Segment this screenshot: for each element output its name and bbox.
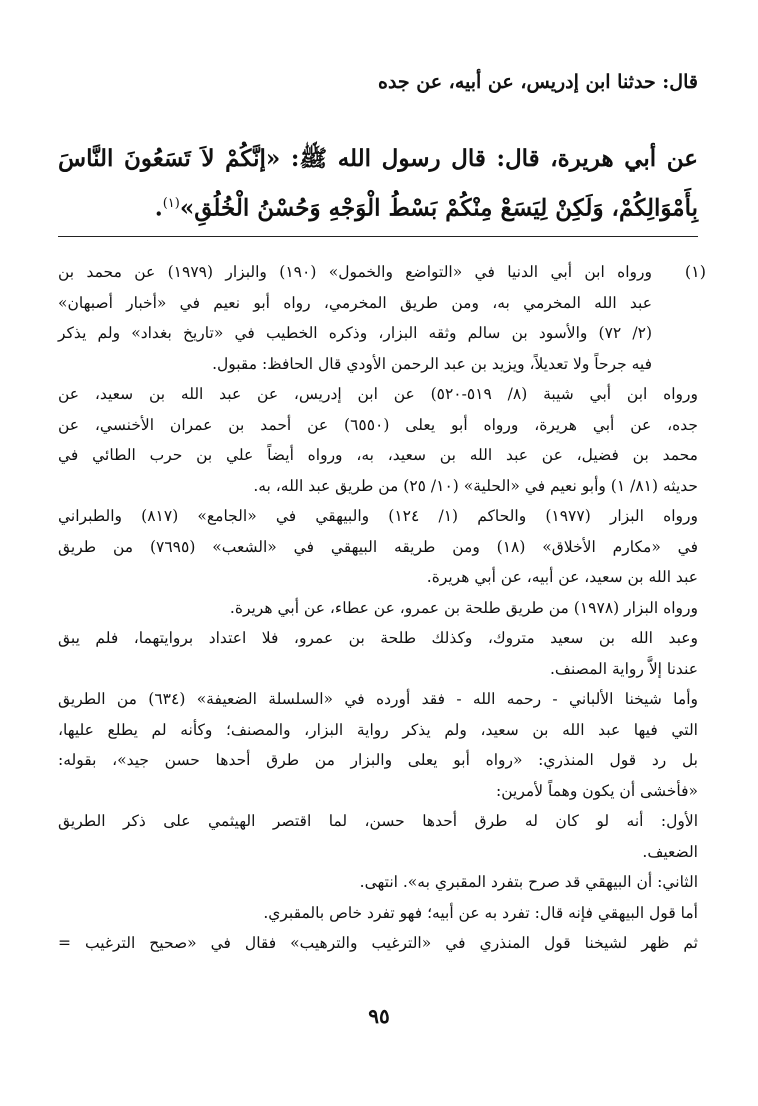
footnote-line: (٢/ ٧٢) والأسود بن سالم وثقه البزار، وذكره الخطيب في «تاريخ بغداد» ولم يذكر xyxy=(58,324,653,342)
isnad-line: قال: حدثنا ابن إدريس، عن أبيه، عن جده xyxy=(377,71,698,93)
footnote-line: ثم ظهر لشيخنا قول المنذري في «الترغيب والترهيب» فقال في «صحيح الترغيب = xyxy=(58,934,698,952)
footnote-line: عندنا إلاَّ رواية المصنف. xyxy=(549,659,698,678)
footnote-marker: (١) xyxy=(684,262,706,281)
hadith-end-mark: . xyxy=(154,194,163,222)
footnote-line: حديثه (٨١/ ١) وأبو نعيم في «الحلية» (١٠/ ٢٥) من طريق عبد الله، به. xyxy=(253,476,698,495)
footnote-line: أما قول البيهقي فإنه قال: تفرد به عن أبيه؛ فهو تفرد خاص بالمقبري. xyxy=(263,903,698,922)
footnote-text xyxy=(58,257,699,959)
footnote-line: وأما شيخنا الألباني - رحمه الله - فقد أورده في «السلسلة الضعيفة» (٦٣٤) من الطريق xyxy=(58,690,698,708)
footnote-line: الأول: أنه لو كان له طرق أحدها حسن، لما اقتصر الهيثمي على ذكر الطريق xyxy=(58,812,698,830)
footnote-separator xyxy=(58,236,698,237)
footnote-line: ورواه البزار (١٩٧٧) والحاكم (١/ ١٢٤) والبيهقي في «الجامع» (٨١٧) والطبراني xyxy=(58,507,699,525)
footnote-line: بل رد قول المنذري: «رواه أبو يعلى والبزار من طرق أحدها حسن جيد»، بقوله: xyxy=(58,751,698,769)
footnote-line: وعبد الله بن سعيد متروك، وكذلك طلحة بن عمرو، فلا اعتداد بروايتهما، فلم يبق xyxy=(58,629,698,647)
hadith-body: عن أبي هريرة، قال: قال رسول الله ﷺ: «إنَّكُمْ لاَ تَسَعُونَ النَّاسَ بِأَمْوَالِكُمْ، وَلَكِنْ لِيَسَعْ مِنْكُمْ بَسْطُ الْوَجْهِ وَحُسْنُ الْخُلُقِ» xyxy=(58,145,698,222)
footnote-line: ورواه البزار (١٩٧٨) من طريق طلحة بن عمرو، عن عطاء، عن أبي هريرة. xyxy=(229,598,698,617)
footnote-line: التي فيها عبد الله بن سعيد، ولم يذكر رواية البزار، والمصنف؛ وكأنه لم يطلع عليها، xyxy=(58,720,698,739)
footnote-reference: (١) xyxy=(162,196,180,211)
footnote-line: فيه جرحاً ولا تعديلاً، ويزيد بن عبد الرحمن الأودي قال الحافظ: مقبول. xyxy=(212,354,652,373)
footnote-line: ورواه ابن أبي شيبة (٨/ ٥١٩-٥٢٠) عن ابن إدريس، عن عبد الله بن سعيد، عن xyxy=(58,385,699,403)
hadith-text xyxy=(58,136,698,231)
page-number: ٩٥ xyxy=(368,1004,390,1028)
footnote-line: عبد الله المخرمي به، ومن طريق المخرمي، رواه أبو نعيم في «أخبار أصبهان» xyxy=(58,293,652,312)
footnote-line: محمد بن فضيل، عن عبد الله بن سعيد، به، ورواه أيضاً علي بن حرب الطائي في xyxy=(58,446,698,464)
footnote-line: في «مكارم الأخلاق» (١٨) ومن طريقه البيهقي في «الشعب» (٧٦٩٥) من طريق xyxy=(58,537,699,556)
footnote-line: «فأخشى أن يكون وهماً لأمرين: xyxy=(496,781,698,800)
footnote-line: عبد الله بن سعيد، عن أبيه، عن أبي هريرة. xyxy=(426,568,698,586)
footnote-line: الثاني: أن البيهقي قد صرح بتفرد المقبري به». انتهى. xyxy=(359,873,698,891)
footnote-line: جده، عن أبي هريرة، ورواه أبو يعلى (٦٥٥٠) عن أحمد بن عمران الأخنسي، عن xyxy=(58,415,698,434)
footnote-line: الضعيف. xyxy=(642,842,698,861)
footnote-line: ورواه ابن أبي الدنيا في «التواضع والخمول» (١٩٠) والبزار (١٩٧٩) عن محمد بن xyxy=(58,263,653,281)
